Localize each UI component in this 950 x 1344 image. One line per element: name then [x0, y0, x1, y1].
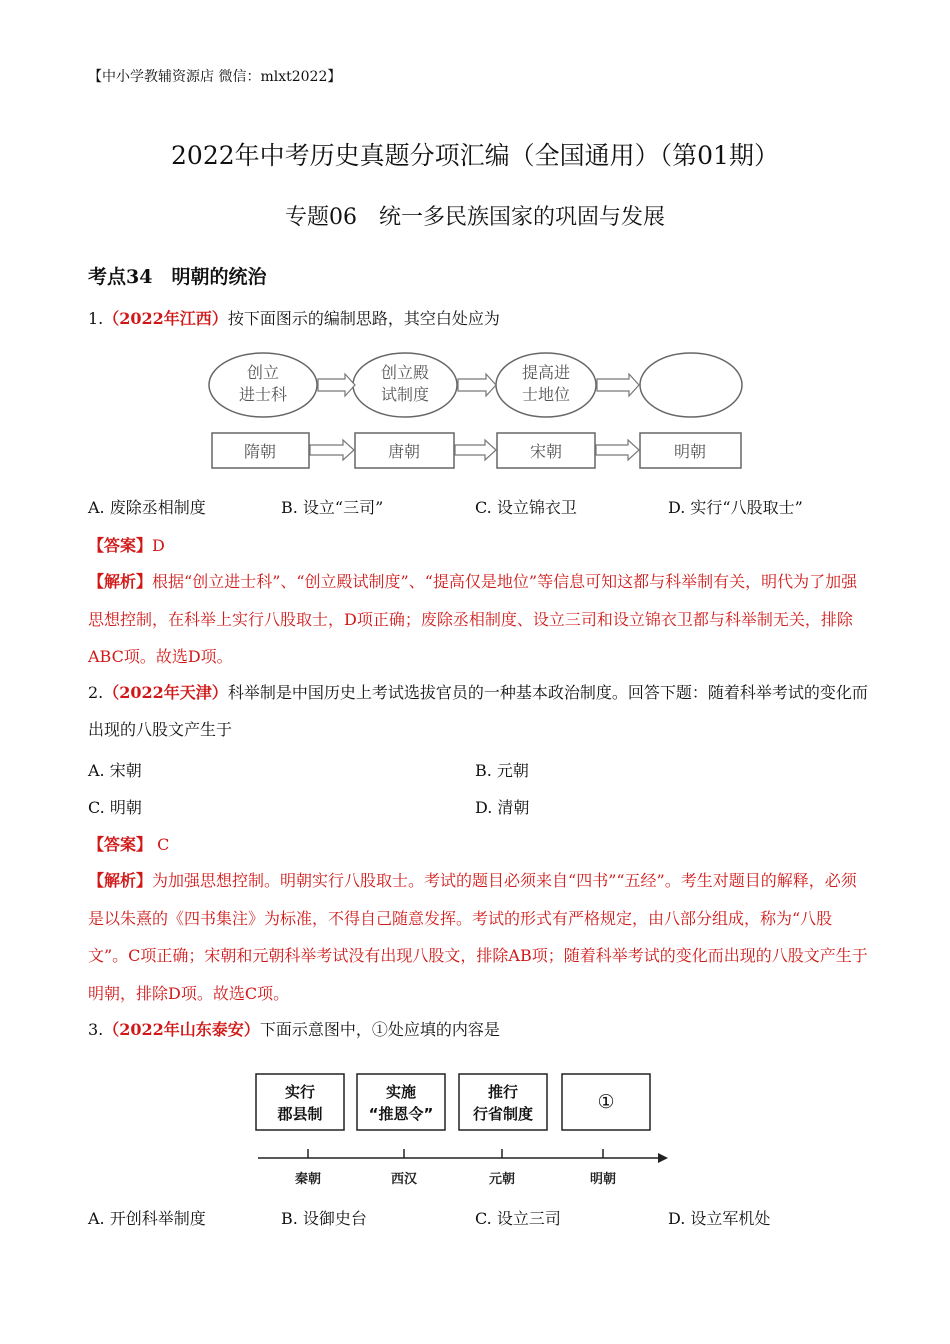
q3-box-3-line2: 行省制度	[472, 1105, 534, 1123]
q1-option-c: C. 设立锦衣卫	[475, 498, 577, 517]
header-note: 【中小学教辅资源店 微信：mlxt2022】	[88, 69, 342, 85]
q3-box-2-line2: “推恩令”	[368, 1105, 434, 1123]
q1-answer-label: 【答案】	[88, 536, 153, 555]
q3-box-1-line1: 实行	[284, 1083, 316, 1101]
q2-option-d: D. 清朝	[475, 798, 530, 817]
q3-stem	[88, 1011, 868, 1049]
q3-timeline-label-1: 秦朝	[294, 1172, 322, 1187]
q1-arrow-5	[455, 440, 496, 460]
q1-source: （2022年江西）	[103, 309, 228, 328]
section-heading: 考点34 明朝的统治	[88, 266, 267, 288]
q1-oval-2-line1: 创立殿	[380, 363, 430, 382]
q3-timeline-arrowhead	[658, 1153, 668, 1163]
q1-arrow-2	[458, 374, 496, 396]
q1-box-4-label: 明朝	[673, 442, 707, 461]
q1-box-1-label: 隋朝	[243, 442, 277, 461]
q3-box-4-label: ①	[597, 1091, 615, 1113]
q3-diagram	[240, 1065, 680, 1195]
q1-arrow-3	[597, 374, 639, 396]
q3-stem-text: 下面示意图中，①处应填的内容是	[259, 1020, 500, 1039]
q1-option-a: A. 废除丞相制度	[88, 498, 206, 517]
q1-answer-value: D	[152, 536, 165, 555]
q1-analysis-text: 根据“创立进士科”、“创立殿试制度”、“提高仅是地位”等信息可知这都与科举制有关，明代为了加强思想控制，在科举上实行八股取士，D项正确；废除丞相制度、设立三司和设立锦衣卫都与科举制无关，排除ABC项。故选D项。	[88, 572, 858, 666]
q2-number: 2.	[88, 683, 104, 702]
q2-answer-value: C	[152, 835, 170, 854]
q3-timeline-label-2: 西汉	[390, 1172, 418, 1187]
q1-oval-4	[640, 353, 742, 417]
q2-answer	[88, 832, 169, 855]
q3-option-a: A. 开创科举制度	[88, 1209, 206, 1228]
q1-oval-3-line2: 士地位	[521, 385, 571, 404]
q3-number: 3.	[88, 1020, 104, 1039]
q1-oval-3-line1: 提高进	[521, 363, 571, 382]
q3-option-b: B. 设御史台	[281, 1209, 367, 1228]
q2-option-a: A. 宋朝	[88, 761, 142, 780]
q1-option-b: B. 设立“三司”	[281, 498, 384, 517]
q2-stem-text: 科举制是中国历史上考试选拔官员的一种基本政治制度。回答下题：随着科举考试的变化而出现的八股文产生于	[88, 683, 868, 739]
q3-timeline-label-4: 明朝	[589, 1172, 617, 1187]
q2-analysis	[88, 862, 868, 1012]
q2-option-b: B. 元朝	[475, 761, 529, 780]
q1-diagram	[205, 345, 750, 475]
q3-box-1-line2: 郡县制	[277, 1105, 323, 1123]
q2-analysis-label: 【解析】	[88, 871, 153, 890]
q1-analysis-label: 【解析】	[88, 572, 153, 591]
q2-option-c: C. 明朝	[88, 798, 142, 817]
q3-box-3-line1: 推行	[487, 1083, 519, 1101]
q1-arrow-1	[318, 374, 355, 396]
q1-arrow-6	[596, 440, 639, 460]
q3-option-c: C. 设立三司	[475, 1209, 561, 1228]
q2-analysis-text: 为加强思想控制。明朝实行八股取士。考试的题目必须来自“四书”“五经”。考生对题目的解释，必须是以朱熹的《四书集注》为标准，不得自己随意发挥。考试的形式有严格规定，由八部分组成，称为“八股文”。C项正确；宋朝和元朝科举考试没有出现八股文，排除AB项；随着科举考试的变化而出现的八股文产生于明朝，排除D项。故选C项。	[88, 871, 868, 1003]
q3-option-d: D. 设立军机处	[668, 1209, 771, 1228]
q1-box-3-label: 宋朝	[529, 442, 563, 461]
q1-stem	[88, 300, 868, 338]
q3-box-2-line1: 实施	[385, 1083, 417, 1101]
page-title: 2022年中考历史真题分项汇编（全国通用）（第01期）	[171, 141, 779, 170]
q1-oval-2-line2: 试制度	[380, 385, 430, 404]
q1-oval-1-line2: 进士科	[238, 385, 288, 404]
q1-number: 1.	[88, 309, 104, 328]
page-subtitle: 专题06 统一多民族国家的巩固与发展	[285, 205, 665, 230]
q2-source: （2022年天津）	[103, 683, 228, 702]
q1-analysis	[88, 563, 868, 676]
q1-arrow-4	[310, 440, 354, 460]
q3-source: （2022年山东泰安）	[103, 1020, 260, 1039]
q2-answer-label: 【答案】	[88, 835, 153, 854]
q1-oval-1-line1: 创立	[246, 363, 280, 382]
q3-timeline-label-3: 元朝	[488, 1172, 516, 1187]
q1-stem-text: 按下面图示的编制思路，其空白处应为	[227, 309, 500, 328]
q1-option-d: D. 实行“八股取士”	[668, 498, 803, 517]
q1-box-2-label: 唐朝	[387, 442, 421, 461]
q2-stem	[88, 674, 868, 748]
q1-answer	[88, 533, 165, 556]
